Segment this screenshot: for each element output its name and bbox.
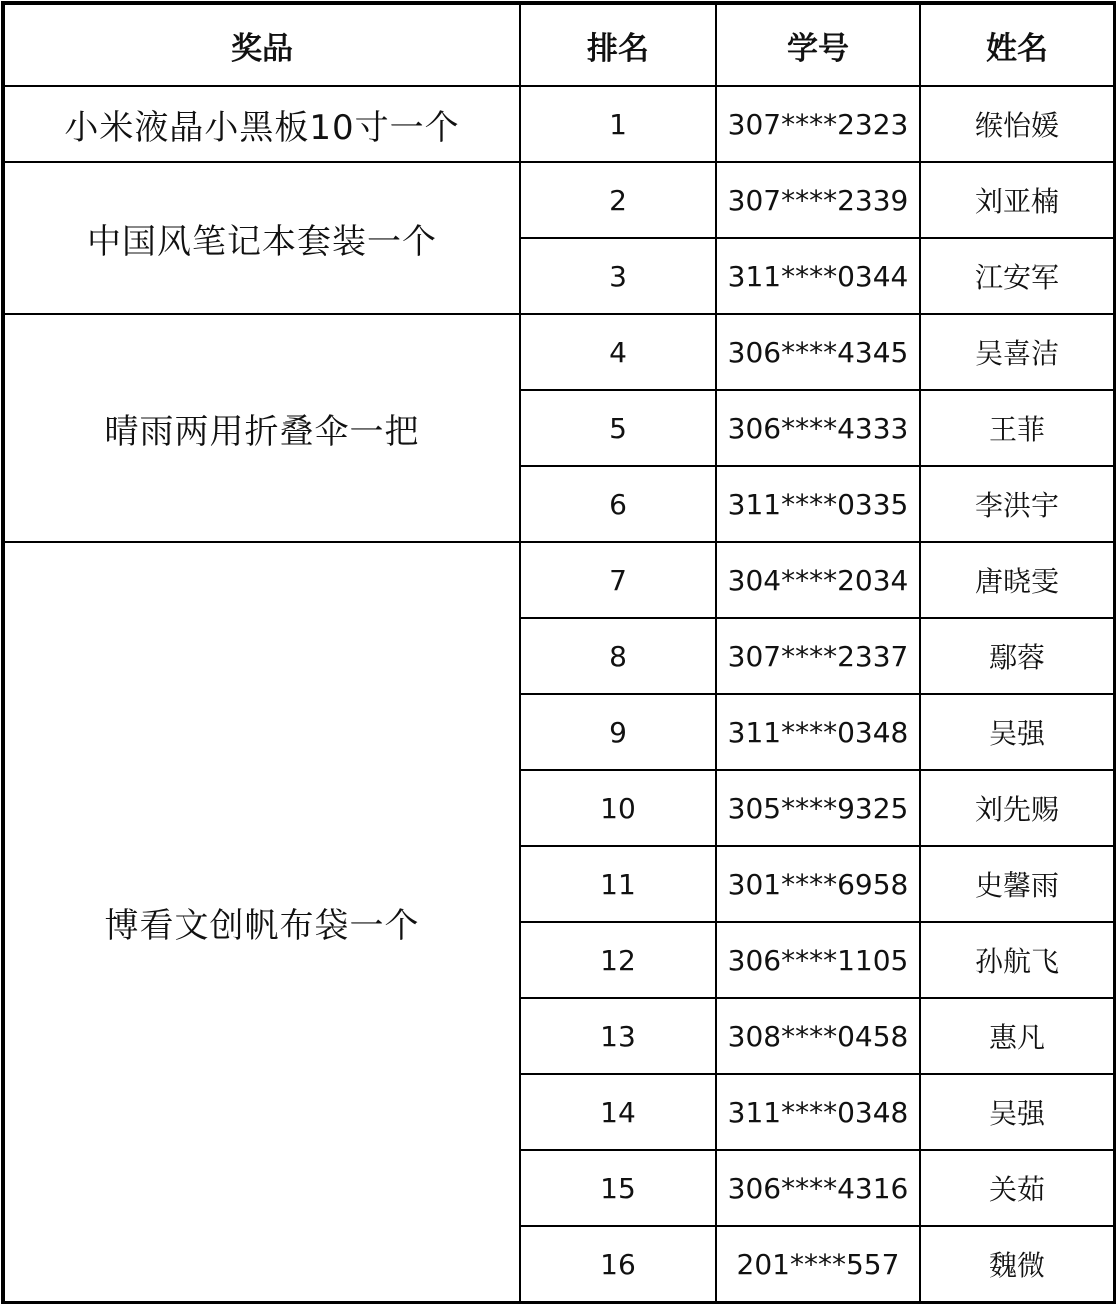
name-cell: 关茹	[920, 1150, 1114, 1226]
student-id-cell: 306****4333	[716, 390, 920, 466]
header-row	[4, 4, 1114, 86]
table-row	[4, 86, 1114, 162]
name-cell: 刘亚楠	[920, 162, 1114, 238]
rank-cell: 13	[520, 998, 716, 1074]
student-id-cell: 201****557	[716, 1226, 920, 1302]
student-id-cell: 307****2323	[716, 86, 920, 162]
name-cell: 魏微	[920, 1226, 1114, 1302]
rank-cell: 8	[520, 618, 716, 694]
rank-cell: 12	[520, 922, 716, 998]
rank-cell: 4	[520, 314, 716, 390]
rank-cell: 10	[520, 770, 716, 846]
prize-cell: 晴雨两用折叠伞一把	[4, 314, 520, 542]
prize-cell: 中国风笔记本套装一个	[4, 162, 520, 314]
student-id-cell: 304****2034	[716, 542, 920, 618]
table-row	[4, 542, 1114, 618]
student-id-cell: 307****2337	[716, 618, 920, 694]
student-id-cell: 311****0348	[716, 1074, 920, 1150]
name-cell: 孙航飞	[920, 922, 1114, 998]
header-name: 姓名	[920, 4, 1114, 86]
name-cell: 唐晓雯	[920, 542, 1114, 618]
rank-cell: 2	[520, 162, 716, 238]
student-id-cell: 305****9325	[716, 770, 920, 846]
rank-cell: 14	[520, 1074, 716, 1150]
header-prize: 奖品	[4, 4, 520, 86]
student-id-cell: 301****6958	[716, 846, 920, 922]
name-cell: 鄢蓉	[920, 618, 1114, 694]
prize-table	[3, 3, 1115, 1303]
name-cell: 吴喜洁	[920, 314, 1114, 390]
rank-cell: 6	[520, 466, 716, 542]
rank-cell: 1	[520, 86, 716, 162]
name-cell: 吴强	[920, 1074, 1114, 1150]
rank-cell: 16	[520, 1226, 716, 1302]
student-id-cell: 311****0344	[716, 238, 920, 314]
rank-cell: 11	[520, 846, 716, 922]
name-cell: 吴强	[920, 694, 1114, 770]
rank-cell: 7	[520, 542, 716, 618]
name-cell: 缑怡媛	[920, 86, 1114, 162]
table-row	[4, 314, 1114, 390]
header-rank: 排名	[520, 4, 716, 86]
rank-cell: 5	[520, 390, 716, 466]
rank-cell: 15	[520, 1150, 716, 1226]
student-id-cell: 306****1105	[716, 922, 920, 998]
rank-cell: 9	[520, 694, 716, 770]
student-id-cell: 307****2339	[716, 162, 920, 238]
name-cell: 李洪宇	[920, 466, 1114, 542]
table-row	[4, 162, 1114, 238]
name-cell: 史馨雨	[920, 846, 1114, 922]
student-id-cell: 306****4316	[716, 1150, 920, 1226]
header-student-id: 学号	[716, 4, 920, 86]
table-header	[4, 4, 1114, 86]
student-id-cell: 308****0458	[716, 998, 920, 1074]
name-cell: 刘先赐	[920, 770, 1114, 846]
student-id-cell: 311****0335	[716, 466, 920, 542]
name-cell: 江安军	[920, 238, 1114, 314]
student-id-cell: 311****0348	[716, 694, 920, 770]
prize-cell: 小米液晶小黑板10寸一个	[4, 86, 520, 162]
name-cell: 惠凡	[920, 998, 1114, 1074]
rank-cell: 3	[520, 238, 716, 314]
student-id-cell: 306****4345	[716, 314, 920, 390]
table-body	[4, 86, 1114, 1302]
name-cell: 王菲	[920, 390, 1114, 466]
prize-cell: 博看文创帆布袋一个	[4, 542, 520, 1302]
